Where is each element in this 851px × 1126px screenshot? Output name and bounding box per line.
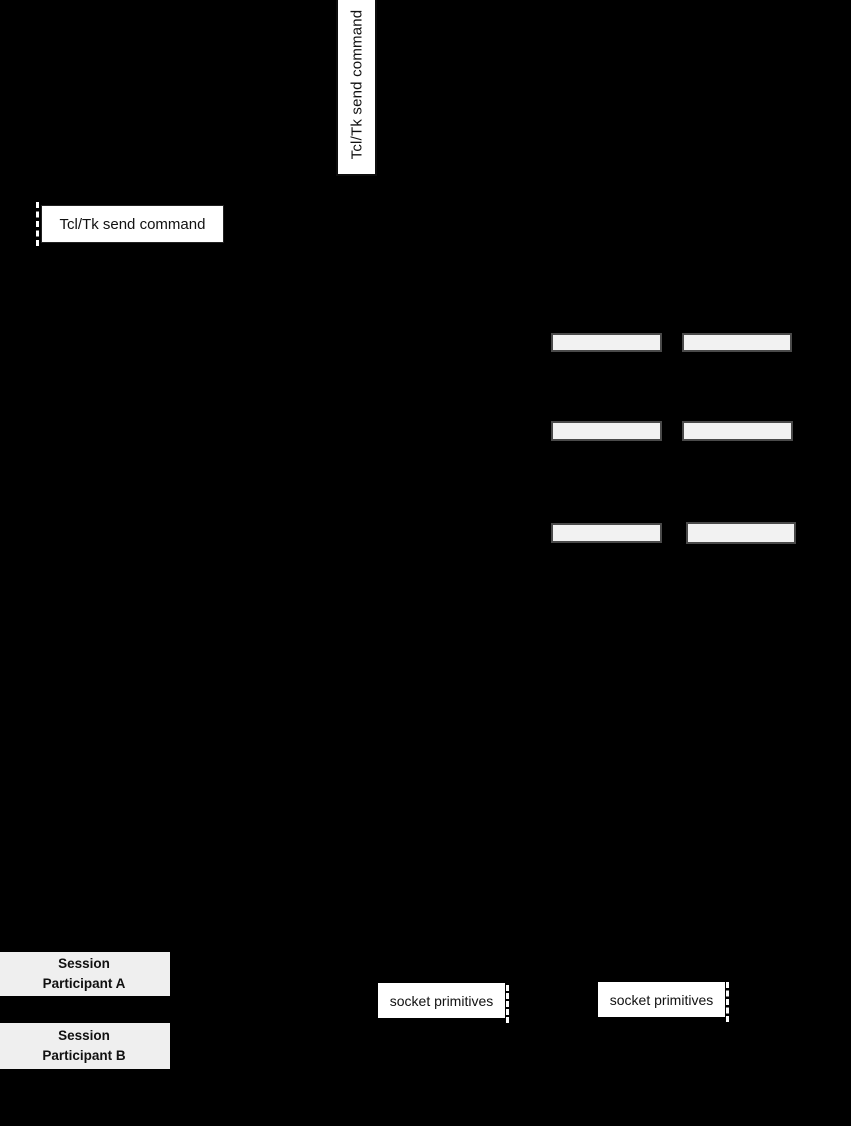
empty-bar — [551, 523, 662, 543]
socket-primitives-box-left — [378, 983, 505, 1018]
socket-primitives-label-left: socket primitives — [389, 992, 494, 1009]
session-participant-b-box — [0, 1022, 171, 1070]
dashed-connector — [36, 202, 39, 246]
dashed-connector — [506, 985, 509, 1023]
socket-primitives-label-right: socket primitives — [609, 991, 714, 1008]
command-box-label: Tcl/Tk send command — [59, 215, 206, 233]
session-participant-b-line2: Participant B — [42, 1048, 126, 1063]
session-participant-b-line1: Session — [58, 1028, 110, 1044]
vertical-command-label: Tcl/Tk send command — [348, 9, 365, 159]
socket-primitives-box-right — [598, 982, 725, 1017]
session-participant-a-line1: Session — [58, 956, 110, 972]
empty-bar — [686, 522, 796, 544]
empty-bar — [682, 333, 792, 352]
empty-bar — [551, 333, 662, 352]
command-box — [41, 205, 224, 243]
dashed-connector — [726, 982, 729, 1022]
session-participant-a-box — [0, 951, 171, 997]
vertical-command-box — [336, 0, 377, 176]
empty-bar — [682, 421, 793, 441]
session-participant-a-line2: Participant A — [42, 976, 126, 991]
empty-bar — [551, 421, 662, 441]
